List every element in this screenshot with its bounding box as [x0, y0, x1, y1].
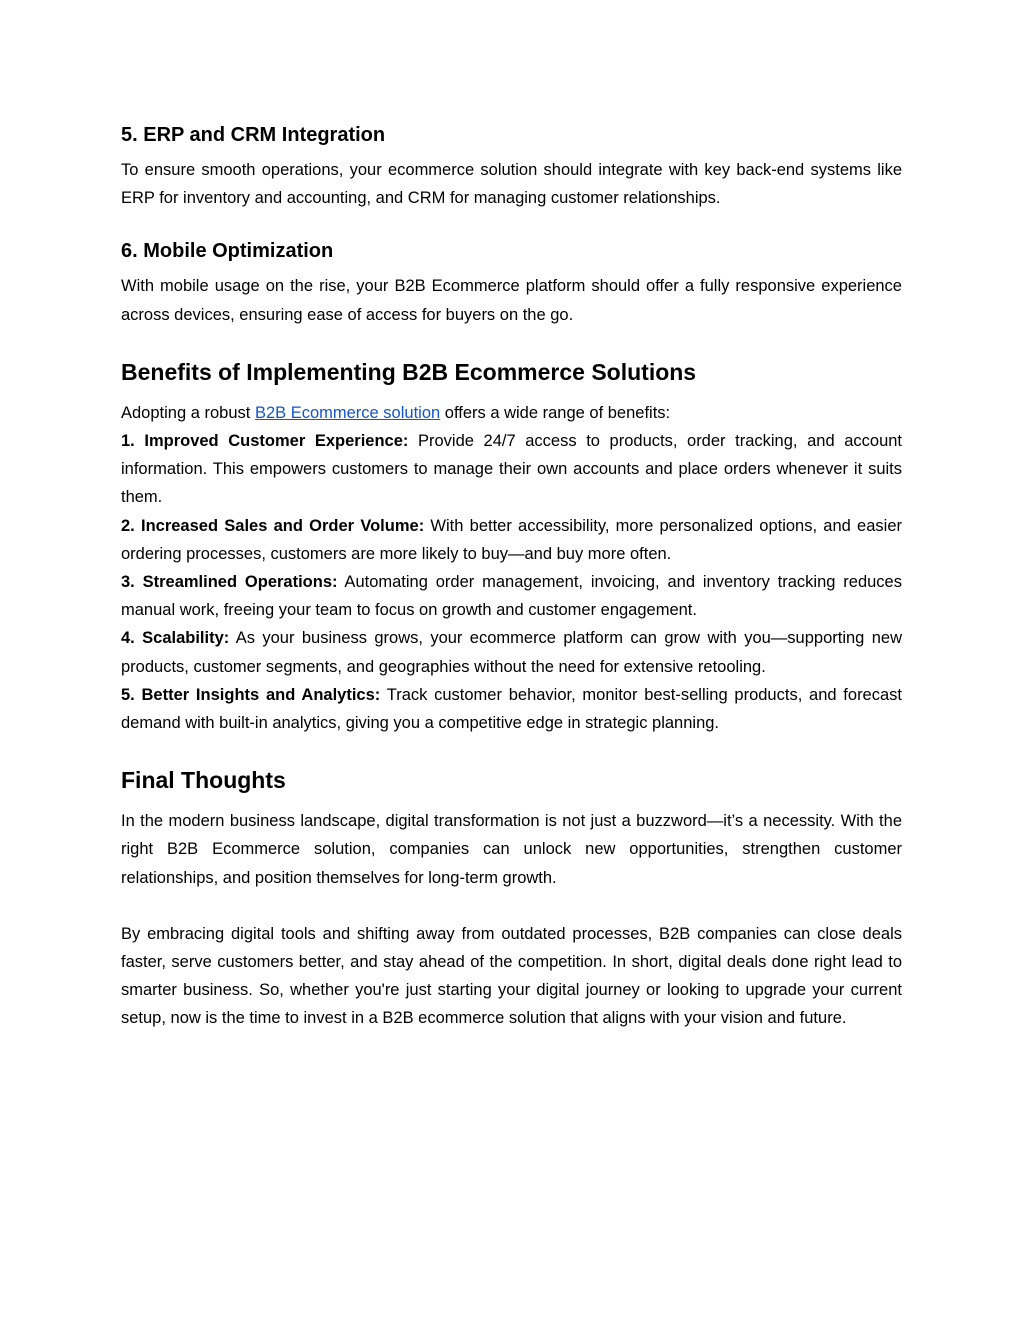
- benefit-item-text: Provide 24/7 access to products, order tracking, and account information. This empowers customers to manage their own accounts and place orders whenever it suits them.: [121, 432, 903, 507]
- benefit-item-text: With better accessibility, more personalized options, and easier ordering processes, customers are more likely to buy—and buy more often.: [121, 516, 902, 563]
- final-thoughts-heading: Final Thoughts: [121, 767, 286, 794]
- benefit-item: [121, 681, 902, 737]
- mobile-optimization-paragraph: With mobile usage on the rise, your B2B Ecommerce platform should offer a fully responsive experience across devices, ensuring ease of access for buyers on the go.: [121, 277, 902, 324]
- benefit-item-title: 2. Increased Sales and Order Volume:: [121, 516, 425, 535]
- benefit-item-title: 5. Better Insights and Analytics:: [121, 685, 381, 704]
- benefits-intro-before: Adopting a robust: [121, 403, 255, 422]
- benefit-item: [121, 512, 902, 568]
- erp-crm-paragraph: To ensure smooth operations, your ecommerce solution should integrate with key back-end systems like ERP for inventory and accounting, and CRM for managing customer relationships.: [121, 161, 902, 208]
- benefits-intro-after: offers a wide range of benefits:: [440, 403, 671, 422]
- benefit-item-text: Automating order management, invoicing, and inventory tracking reduces manual work, freeing your team to focus on growth and customer engagement.: [121, 573, 902, 620]
- benefit-item-text: As your business grows, your ecommerce platform can grow with you—supporting new products, customer segments, and geographies without the need for extensive retooling.: [121, 629, 902, 676]
- benefits-heading: Benefits of Implementing B2B Ecommerce Solutions: [121, 358, 697, 385]
- benefit-item: [121, 624, 902, 680]
- benefit-item-title: 1. Improved Customer Experience:: [121, 432, 409, 451]
- final-thoughts-paragraph-1: In the modern business landscape, digital transformation is not just a buzzword—it’s a necessity. With the right B2B Ecommerce solution, companies can unlock new opportunities, strengthen customer relationships, and position themselves for long-term growth.: [121, 812, 902, 887]
- mobile-optimization-heading: 6. Mobile Optimization: [121, 240, 334, 263]
- benefit-item: [121, 427, 902, 512]
- benefit-item-title: 4. Scalability:: [121, 629, 230, 648]
- b2b-ecommerce-solution-link[interactable]: B2B Ecommerce solution: [254, 403, 441, 422]
- benefit-item-title: 3. Streamlined Operations:: [121, 573, 338, 592]
- benefit-item-text: Track customer behavior, monitor best-selling products, and forecast demand with built-in analytics, giving you a competitive edge in strategic planning.: [121, 685, 902, 733]
- document-page: [121, 118, 902, 1033]
- erp-crm-heading: 5. ERP and CRM Integration: [121, 124, 386, 146]
- benefits-intro: [121, 399, 902, 427]
- final-thoughts-paragraph-2: By embracing digital tools and shifting away from outdated processes, B2B companies can close deals faster, serve customers better, and stay ahead of the competition. In short, digital deals done right lead to smarter business. So, whether you're just starting your digital journey or looking to upgrade your current setup, now is the time to invest in a B2B ecommerce solution that aligns with your vision and future.: [121, 924, 902, 1028]
- benefit-item: [121, 568, 902, 624]
